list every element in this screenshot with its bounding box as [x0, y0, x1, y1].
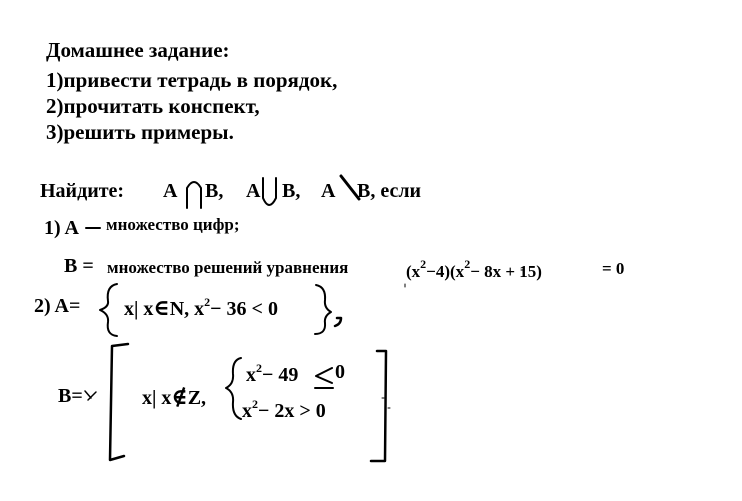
difference-a: A — [321, 180, 336, 202]
part1-b-label: B = — [64, 255, 94, 277]
union-a: A — [246, 180, 261, 202]
part2-b-right-bracket — [371, 351, 386, 461]
homework-item-3: 3)решить примеры. — [46, 120, 234, 144]
homework-title: Домашнее задание: — [46, 38, 230, 62]
part2-b-left-bracket — [110, 344, 128, 460]
part2-a-left-brace — [100, 284, 117, 336]
intersection-symbol — [187, 182, 201, 208]
part2-b-system-line-2: $x^2- 2x > 0$ — [242, 397, 326, 422]
part1-equation-rhs: = 0 — [602, 259, 625, 278]
difference-b: B, если — [357, 180, 422, 202]
part2-a-comma — [335, 318, 341, 326]
part1-a-label: 1) A — [44, 217, 79, 239]
part1-equation: $(x^2-4)(x^2- 8x + 15)$ — [406, 257, 542, 281]
part2-b-label: B= — [58, 385, 83, 407]
part2-b-less-equal-sign — [315, 368, 333, 388]
part2-a-set-condition: x| x∈N, $x^2- 36 < 0$ — [124, 295, 278, 320]
part1-b-description: множество решений уравнения — [107, 258, 349, 277]
part2-b-set-condition: x| x∉Z, — [142, 384, 207, 409]
part2-a-right-brace — [315, 285, 331, 334]
union-b: B, — [282, 180, 301, 202]
part1-a-description: множество цифр; — [106, 215, 240, 234]
part2-a-label: 2) A= — [34, 295, 81, 317]
part2-b-system-line-1-rhs: 0 — [335, 361, 345, 383]
part2-b-system-brace — [226, 358, 241, 419]
difference-symbol — [341, 176, 359, 199]
find-label: Найдите: — [40, 180, 125, 202]
intersection-b: B, — [205, 180, 224, 202]
intersection-a: A — [163, 180, 178, 202]
union-symbol — [263, 178, 276, 205]
homework-item-1: 1)привести тетрадь в порядок, — [46, 68, 338, 92]
part2-b-system-line-1: $x^2- 49$ — [246, 361, 299, 386]
homework-item-2: 2)прочитать конспект, — [46, 94, 260, 118]
part2-b-stray-mark — [85, 391, 96, 400]
